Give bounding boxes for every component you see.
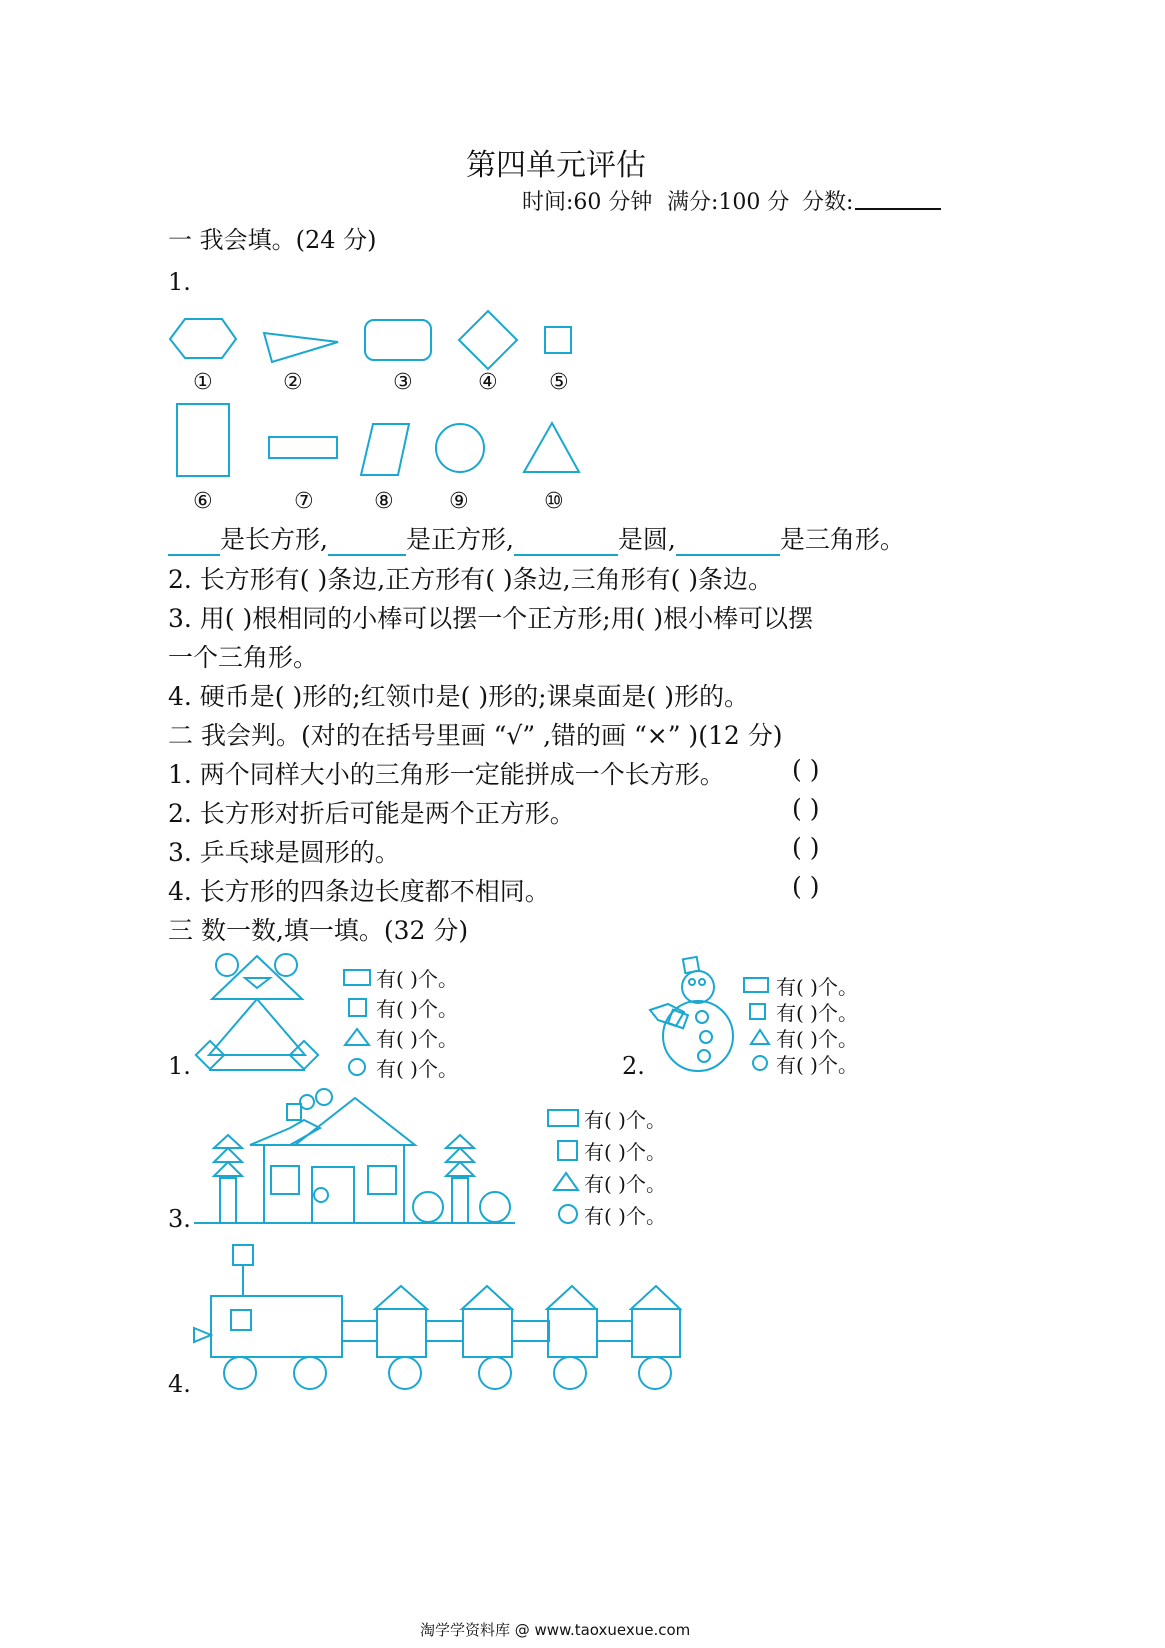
circle-shape (436, 424, 484, 472)
shape-label-5: ⑤ (549, 370, 569, 395)
count-circle-3[interactable]: 有( )个。 (584, 1203, 666, 1228)
shape-label-7: ⑦ (294, 489, 314, 514)
q3-text-b: 一个三角形。 (168, 643, 319, 672)
q1-circle-text: 是圆, (617, 525, 676, 554)
full-score: 满分:100 分 (667, 190, 790, 215)
figure4-label: 4. (168, 1370, 191, 1398)
count-triangle-1[interactable]: 有( )个。 (376, 1026, 458, 1051)
judge-item-4: 4. 长方形的四条边长度都不相同。 (168, 877, 550, 906)
figure2-label: 2. (622, 1052, 645, 1080)
shape-label-2: ② (283, 370, 303, 395)
judge-bracket-1[interactable]: ( ) (792, 755, 820, 784)
figure2-legend (742, 972, 858, 1076)
triangle-blank[interactable] (676, 553, 780, 556)
footer-text: 淘学学资料库 @ www.taoxuexue.com (420, 1621, 691, 1639)
q1-answer-line (168, 520, 905, 556)
thin-triangle-shape (264, 333, 338, 362)
page-title: 第四单元评估 (466, 148, 646, 183)
parallelogram-shape (361, 424, 409, 475)
circle-blank[interactable] (514, 553, 618, 556)
tall-rect-shape (177, 404, 229, 476)
count-rect-2[interactable]: 有( )个。 (776, 974, 858, 999)
figure2-drawing (640, 950, 740, 1080)
shape-label-1: ① (193, 370, 213, 395)
figure3-drawing (190, 1080, 520, 1230)
triangle-shape (524, 423, 579, 472)
shape-label-4: ④ (478, 370, 498, 395)
shape-label-6: ⑥ (193, 489, 213, 514)
figure1-legend (342, 962, 458, 1082)
q4-text: 4. 硬币是( )形的;红领巾是( )形的;课桌面是( )形的。 (168, 682, 750, 711)
section3-heading: 三 数一数,填一填。(32 分) (168, 916, 469, 945)
count-square-2[interactable]: 有( )个。 (776, 1000, 858, 1025)
figure1-label: 1. (168, 1052, 191, 1080)
judge-item-2: 2. 长方形对折后可能是两个正方形。 (168, 799, 575, 828)
shape-label-10: ⑩ (544, 489, 564, 514)
count-square-1[interactable]: 有( )个。 (376, 996, 458, 1021)
figure3-label: 3. (168, 1205, 191, 1233)
q1-square-text: 是正方形, (405, 525, 514, 554)
judge-bracket-4[interactable]: ( ) (792, 872, 820, 901)
section2-heading: 二 我会判。(对的在括号里画 “√” ,错的画 “×” )(12 分) (168, 721, 783, 750)
square-blank[interactable] (328, 553, 406, 556)
q3-text-a: 3. 用( )根相同的小棒可以摆一个正方形;用( )根小棒可以摆 (168, 604, 814, 633)
q1-rect-text: 是长方形, (220, 525, 328, 554)
q1-number: 1. (168, 268, 191, 296)
q2-text: 2. 长方形有( )条边,正方形有( )条边,三角形有( )条边。 (168, 565, 774, 594)
wide-rect-shape (269, 437, 337, 458)
judge-item-3: 3. 乒乓球是圆形的。 (168, 838, 400, 867)
q1-triangle-text: 是三角形。 (779, 525, 905, 554)
figure3-legend (546, 1102, 666, 1230)
score-blank[interactable] (855, 208, 941, 210)
count-square-3[interactable]: 有( )个。 (584, 1139, 666, 1164)
judge-item-1: 1. 两个同样大小的三角形一定能拼成一个长方形。 (168, 760, 725, 789)
count-circle-1[interactable]: 有( )个。 (376, 1056, 458, 1081)
score-label: 分数: (802, 190, 854, 215)
count-rect-3[interactable]: 有( )个。 (584, 1107, 666, 1132)
small-square-shape (545, 327, 571, 353)
rounded-rect-shape (365, 320, 431, 360)
count-triangle-3[interactable]: 有( )个。 (584, 1171, 666, 1196)
shape-label-3: ③ (393, 370, 413, 395)
section1-heading: 一 我会填。(24 分) (168, 226, 377, 254)
diamond-shape (459, 311, 517, 369)
rect-blank[interactable] (168, 553, 220, 556)
figure4-drawing (190, 1235, 690, 1395)
shape-label-8: ⑧ (374, 489, 394, 514)
count-triangle-2[interactable]: 有( )个。 (776, 1026, 858, 1051)
count-circle-2[interactable]: 有( )个。 (776, 1052, 858, 1077)
judge-bracket-3[interactable]: ( ) (792, 833, 820, 862)
judge-bracket-2[interactable]: ( ) (792, 794, 820, 823)
shape-label-9: ⑨ (449, 489, 469, 514)
hexagon-shape (170, 319, 236, 358)
time-limit: 时间:60 分钟 (522, 190, 653, 215)
count-rect-1[interactable]: 有( )个。 (376, 966, 458, 991)
figure1-drawing (190, 950, 330, 1080)
